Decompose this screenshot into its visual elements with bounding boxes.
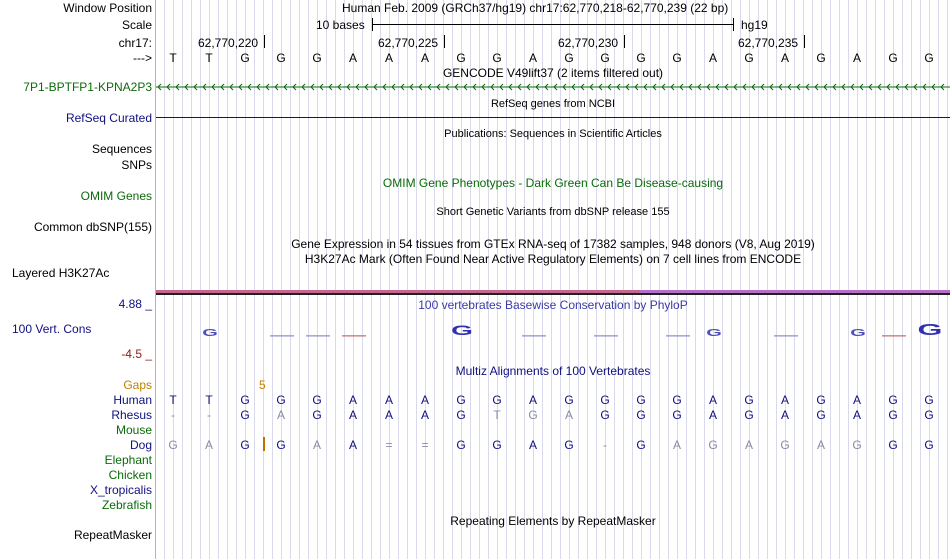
aligned-base: A (312, 438, 321, 452)
refseq-gene-feature[interactable] (156, 117, 950, 118)
phylop-glyph: — (342, 328, 366, 342)
aligned-base: A (744, 438, 753, 452)
scale-bar (372, 24, 733, 25)
aligned-base: T (169, 393, 177, 407)
h3k27ac-label[interactable]: Layered H3K27Ac (12, 266, 110, 280)
scale-bar-label: 10 bases (316, 18, 365, 32)
aligned-base: G (492, 393, 502, 407)
position-tick-label: 62,770,235 (738, 36, 799, 50)
scale-db-label: hg19 (741, 18, 768, 32)
aligned-base: G (816, 393, 826, 407)
aligned-base: G (456, 393, 466, 407)
aligned-base: A (528, 438, 537, 452)
aligned-base: G (240, 408, 250, 422)
base-letter: A (528, 51, 537, 65)
cons-max-label: 4.88 _ (118, 297, 152, 311)
aligned-base: - (171, 408, 175, 422)
base-letter: A (852, 51, 861, 65)
aligned-base: A (420, 408, 429, 422)
aligned-base: G (744, 393, 754, 407)
position-tick-label: 62,770,220 (198, 36, 259, 50)
aligned-base: G (276, 393, 286, 407)
cons-min-label: -4.5 _ (121, 347, 152, 361)
aligned-base: G (780, 438, 790, 452)
base-letter: A (708, 51, 717, 65)
gencode-gene-line (156, 80, 950, 94)
aligned-base: T (493, 408, 501, 422)
cons-label[interactable]: 100 Vert. Cons (12, 322, 92, 336)
refseq-label[interactable]: RefSeq Curated (65, 111, 152, 125)
aligned-base: A (276, 408, 285, 422)
phylop-glyph: G (850, 328, 866, 339)
aligned-base: G (888, 408, 898, 422)
repeatmasker-label[interactable]: RepeatMasker (73, 528, 152, 542)
multiz-track-title: Multiz Alignments of 100 Vertebrates (455, 364, 651, 378)
position-tick (804, 35, 805, 48)
repeatmasker-track-title: Repeating Elements by RepeatMasker (450, 514, 656, 528)
aligned-base: G (924, 438, 934, 452)
base-letter: T (169, 51, 177, 65)
aligned-base: G (636, 438, 646, 452)
scale-label: Scale (121, 18, 152, 32)
omim-label[interactable]: OMIM Genes (80, 189, 152, 203)
aligned-base: G (816, 408, 826, 422)
position-tick-label: 62,770,230 (558, 36, 619, 50)
window-position-label: Window Position (63, 1, 152, 15)
gencode-track-title: GENCODE V49lift37 (2 items filtered out) (442, 66, 664, 80)
aligned-base: G (672, 408, 682, 422)
aligned-base: G (240, 393, 250, 407)
aligned-base: A (780, 393, 789, 407)
species-chicken-label[interactable]: Chicken (108, 468, 152, 482)
base-letter: G (600, 51, 610, 65)
gap-count-marker: 5 (259, 378, 266, 392)
aligned-base: A (384, 408, 393, 422)
base-letter: A (384, 51, 393, 65)
aligned-base: A (708, 393, 717, 407)
phylop-glyph: — (774, 328, 798, 342)
aligned-base: G (456, 438, 466, 452)
phylop-glyph: G (202, 328, 218, 339)
snps-label[interactable]: SNPs (121, 158, 152, 172)
base-letter: G (744, 51, 754, 65)
aligned-base: G (168, 438, 178, 452)
phylop-glyph: G (706, 328, 722, 339)
species-human-label[interactable]: Human (113, 393, 152, 407)
base-letter: G (240, 51, 250, 65)
aligned-base: G (600, 393, 610, 407)
species-mouse-label[interactable]: Mouse (115, 423, 152, 437)
track-label-panel (0, 0, 155, 559)
gencode-gene-feature[interactable] (156, 80, 950, 94)
aligned-base: G (492, 438, 502, 452)
aligned-base: G (240, 438, 250, 452)
aligned-base: G (636, 393, 646, 407)
position-tick (444, 35, 445, 48)
position-tick (624, 35, 625, 48)
aligned-base: G (564, 393, 574, 407)
gencode-gene-label[interactable]: 7P1-BPTFP1-KPNA2P3 (23, 80, 152, 94)
base-letter: G (924, 51, 934, 65)
aligned-base: G (312, 393, 322, 407)
refseq-track-title: RefSeq genes from NCBI (490, 98, 616, 110)
base-letter: G (456, 51, 466, 65)
aligned-base: A (204, 438, 213, 452)
aligned-base: G (564, 438, 574, 452)
aligned-base: G (528, 408, 538, 422)
assembly-position-text: Human Feb. 2009 (GRCh37/hg19) chr17:62,770,218-62,770,239 (22 bp) (342, 1, 729, 15)
aligned-base: G (924, 408, 934, 422)
aligned-base: G (924, 393, 934, 407)
scale-bar-right-tick (733, 18, 734, 31)
aligned-base: G (744, 408, 754, 422)
base-letter: G (492, 51, 502, 65)
gaps-label: Gaps (123, 378, 152, 392)
phylop-glyph: — (594, 328, 618, 342)
h3k27ac-baseline (156, 293, 950, 295)
gtex-track-title: Gene Expression in 54 tissues from GTEx RNA-seq of 17382 samples, 948 donors (V8, Aug 2019) (291, 237, 815, 251)
base-letter: G (564, 51, 574, 65)
phylop-glyph: — (270, 328, 294, 342)
aligned-base: A (564, 408, 573, 422)
base-letter: G (276, 51, 286, 65)
phylop-track-title: 100 vertebrates Basewise Conservation by PhyloP (418, 298, 688, 312)
aligned-base: G (636, 408, 646, 422)
phylop-signal (156, 320, 950, 350)
aligned-base: A (672, 438, 681, 452)
base-letter: T (205, 51, 213, 65)
publications-track-title: Publications: Sequences in Scientific Articles (444, 128, 662, 140)
aligned-base: G (600, 408, 610, 422)
aligned-base: - (603, 438, 607, 452)
aligned-base: G (888, 393, 898, 407)
species-zebrafish-label[interactable]: Zebrafish (101, 498, 152, 512)
base-letter: A (420, 51, 429, 65)
aligned-base: A (708, 408, 717, 422)
base-letter: G (816, 51, 826, 65)
aligned-base: A (852, 393, 861, 407)
aligned-base: G (888, 438, 898, 452)
aligned-base: A (528, 393, 537, 407)
position-tick (264, 35, 265, 48)
base-letter: A (348, 51, 357, 65)
aligned-base: T (205, 393, 213, 407)
species-xtropicalis-label[interactable]: X_tropicalis (89, 483, 152, 497)
aligned-base: A (780, 408, 789, 422)
omim-track-title: OMIM Gene Phenotypes - Dark Green Can Be Disease-causing (382, 176, 724, 190)
aligned-base: A (852, 408, 861, 422)
aligned-base: G (672, 393, 682, 407)
base-letter: A (780, 51, 789, 65)
species-rhesus-label[interactable]: Rhesus (111, 408, 152, 422)
position-tick-label: 62,770,225 (378, 36, 439, 50)
dbsnp-label[interactable]: Common dbSNP(155) (33, 220, 152, 234)
base-letter: G (636, 51, 646, 65)
scale-bar-left-tick (372, 18, 373, 31)
chr-label: chr17: (118, 36, 152, 50)
aligned-base: A (420, 393, 429, 407)
dbsnp-track-title: Short Genetic Variants from dbSNP release 155 (436, 206, 670, 218)
aligned-base: A (348, 438, 357, 452)
species-dog-label[interactable]: Dog (129, 438, 152, 452)
phylop-glyph: G (917, 322, 943, 339)
base-letter: G (888, 51, 898, 65)
aligned-base: G (276, 438, 286, 452)
phylop-glyph: G (451, 322, 473, 338)
strand-arrow-label: ---> (133, 51, 152, 65)
h3k27ac-track-title: H3K27Ac Mark (Often Found Near Active Regulatory Elements) on 7 cell lines from ENCODE (304, 252, 802, 266)
aligned-base: = (385, 438, 393, 452)
aligned-base: G (312, 408, 322, 422)
aligned-base: - (207, 408, 211, 422)
base-letter: G (312, 51, 322, 65)
species-elephant-label[interactable]: Elephant (104, 453, 152, 467)
phylop-glyph: — (522, 328, 546, 342)
aligned-base: A (384, 393, 393, 407)
aligned-base: A (348, 408, 357, 422)
aligned-base: A (348, 393, 357, 407)
aligned-base: G (456, 408, 466, 422)
phylop-glyph: — (882, 328, 906, 342)
aligned-base: A (816, 438, 825, 452)
aligned-base: = (421, 438, 429, 452)
base-letter: G (672, 51, 682, 65)
sequences-label[interactable]: Sequences (91, 142, 152, 156)
phylop-glyph: — (306, 328, 330, 342)
aligned-base: G (708, 438, 718, 452)
aligned-base: G (852, 438, 862, 452)
phylop-glyph: — (666, 328, 690, 342)
